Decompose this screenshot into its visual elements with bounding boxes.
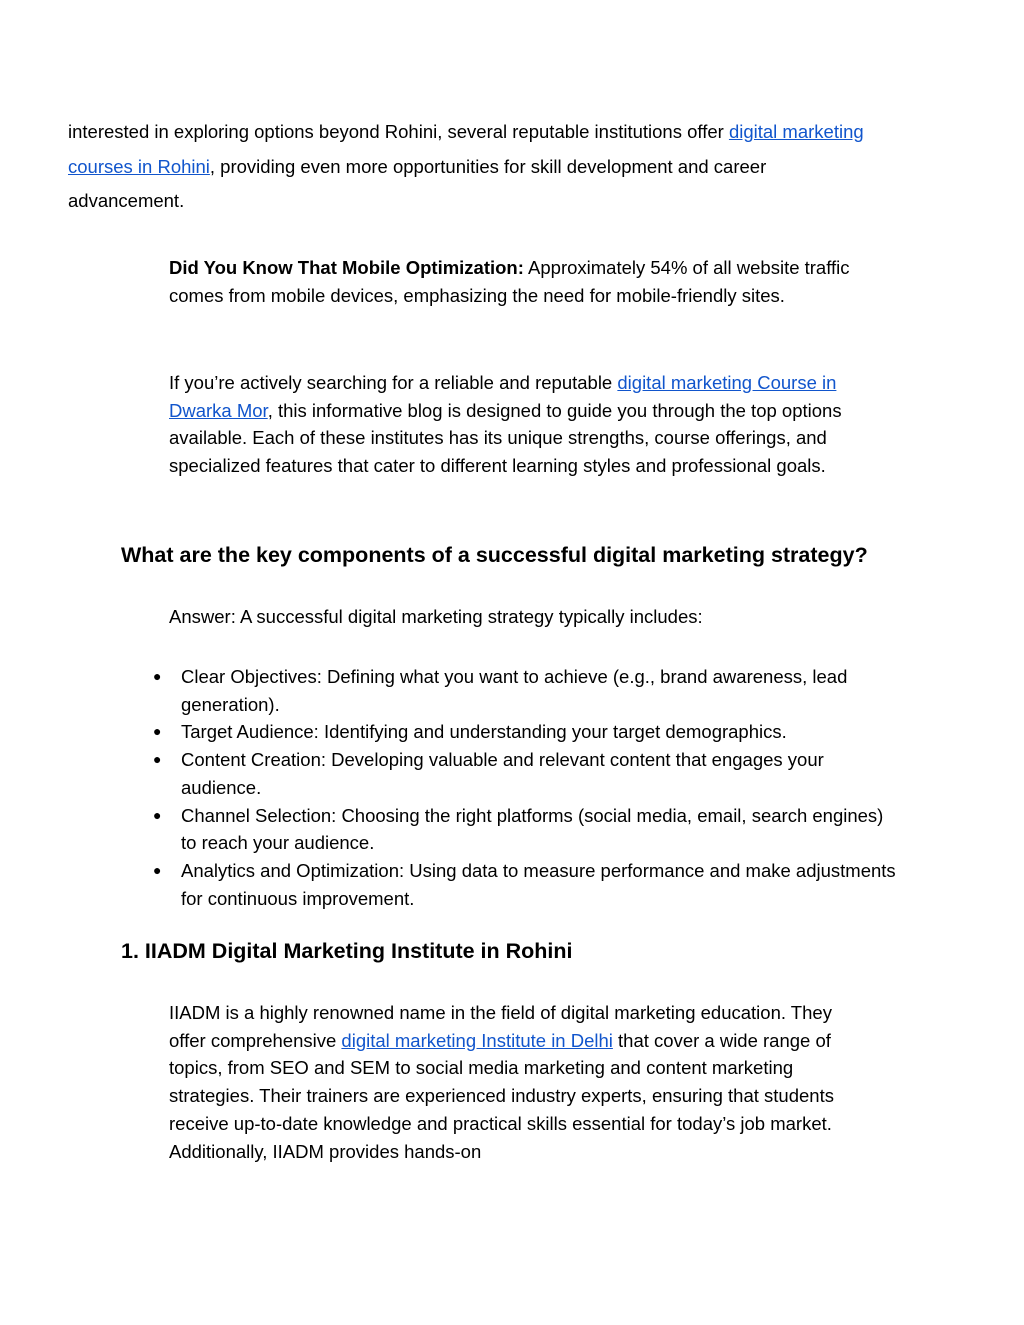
search-text-after: , this informative blog is designed to guide you through the top options available. Each of these institutes has its unique strengths, course offerings, and specialized features that cater to different learning styles and professional goals. [169, 399, 842, 477]
list-item [146, 746, 896, 801]
components-list [146, 663, 896, 912]
list-item [146, 663, 896, 718]
link-digital-marketing-courses-rohini[interactable]: digital marketing courses in Rohini [68, 121, 864, 177]
bullet-icon: ● [153, 751, 162, 768]
link-digital-marketing-course-dwarka-mor[interactable]: digital marketing Course in Dwarka Mor [169, 372, 837, 421]
list-item-text: Content Creation: Developing valuable and relevant content that engages your audience. [181, 749, 824, 798]
search-paragraph [169, 369, 869, 480]
iiadm-text-before: IIADM is a highly renowned name in the field of digital marketing education. They offer comprehensive [169, 1002, 832, 1051]
iiadm-paragraph [169, 999, 869, 1165]
intro-text-before: interested in exploring options beyond Rohini, several reputable institutions offer [68, 121, 729, 142]
list-item-text: Clear Objectives: Defining what you want to achieve (e.g., brand awareness, lead generation). [181, 666, 848, 715]
did-you-know-paragraph [169, 254, 869, 309]
answer-paragraph: Answer: A successful digital marketing strategy typically includes: [169, 606, 703, 627]
list-item-text: Channel Selection: Choosing the right platforms (social media, email, search engines) to reach your audience. [181, 804, 884, 854]
intro-text-after: , providing even more opportunities for skill development and career advancement. [68, 155, 767, 211]
list-item [146, 857, 896, 912]
list-item [146, 718, 896, 746]
heading-key-components: What are the key components of a successful digital marketing strategy? [121, 543, 868, 567]
bullet-icon: ● [153, 861, 162, 878]
intro-paragraph [68, 115, 878, 219]
heading-iiadm-institute: 1. IIADM Digital Marketing Institute in Rohini [121, 939, 573, 963]
bullet-icon: ● [153, 668, 162, 684]
list-item-text: Target Audience: Identifying and understanding your target demographics. [181, 721, 787, 743]
link-digital-marketing-institute-delhi[interactable]: digital marketing Institute in Delhi [341, 1029, 613, 1051]
search-text-before: If you’re actively searching for a reliable and reputable [169, 372, 618, 393]
did-you-know-label: Did You Know That Mobile Optimization: [169, 257, 524, 278]
iiadm-text-after: that cover a wide range of topics, from SEO and SEM to social media marketing and content marketing strategies. Their trainers are experienced industry experts, ensuring that students receive up-to-date knowledge and practical skills essential for today’s job market. Additionally, IIADM provides hands-on [169, 1029, 834, 1162]
did-you-know-text: Approximately 54% of all website traffic comes from mobile devices, emphasizing the need for mobile-friendly sites. [169, 257, 850, 306]
bullet-icon: ● [153, 723, 162, 740]
list-item-text: Analytics and Optimization: Using data to measure performance and make adjustments for continuous improvement. [181, 859, 896, 909]
bullet-icon: ● [153, 806, 162, 823]
list-item [146, 802, 896, 857]
